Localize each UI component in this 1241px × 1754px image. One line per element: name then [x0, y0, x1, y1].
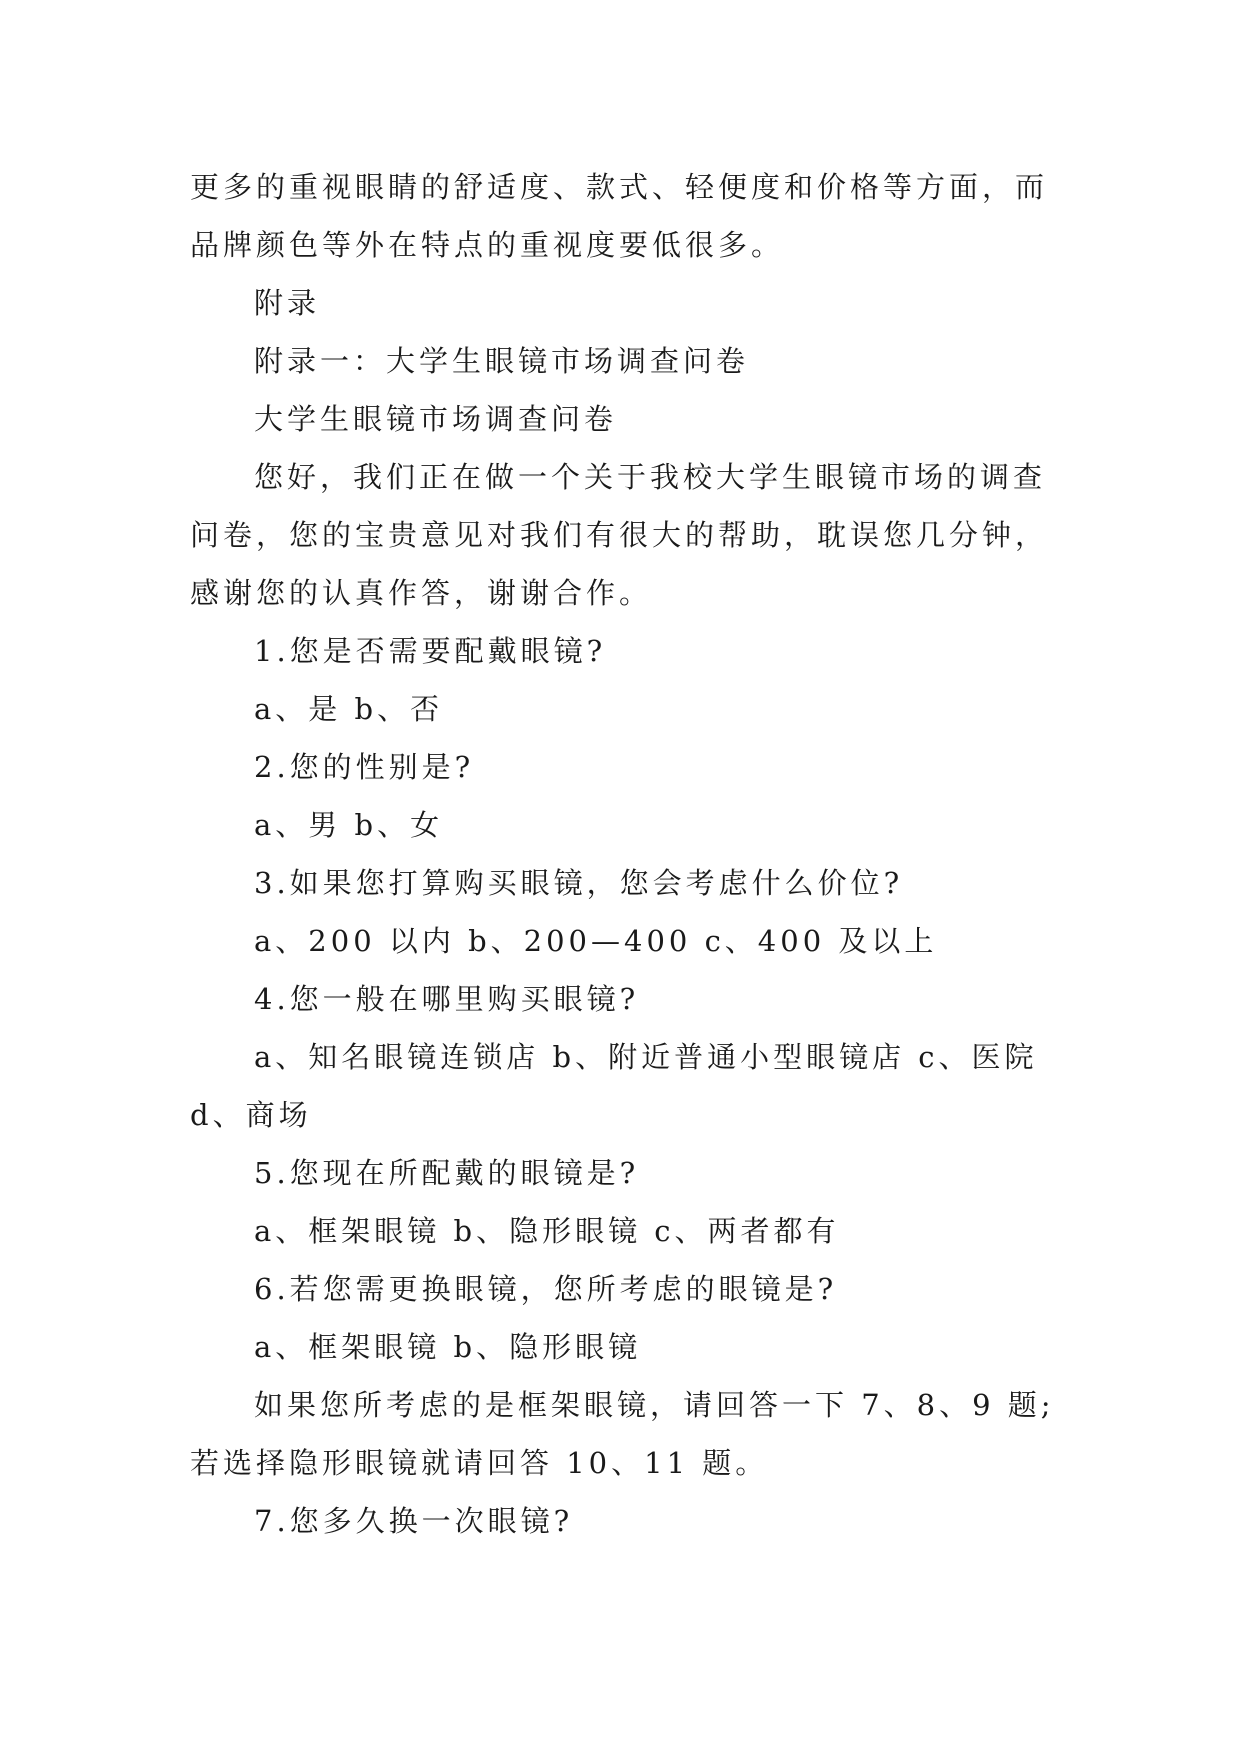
appendix-heading: 附录 — [254, 286, 321, 320]
question-2-options: a、男 b、女 — [254, 808, 444, 842]
question-6: 6.若您需更换眼镜，您所考虑的眼镜是? — [254, 1272, 838, 1306]
question-5: 5.您现在所配戴的眼镜是? — [254, 1156, 640, 1190]
question-5-options: a、框架眼镜 b、隐形眼镜 c、两者都有 — [254, 1214, 840, 1248]
intro-paragraph-line: 问卷，您的宝贵意见对我们有很大的帮助，耽误您几分钟， — [190, 518, 1049, 552]
text-line: 品牌颜色等外在特点的重视度要低很多。 — [190, 228, 785, 262]
instruction-line: 若选择隐形眼镜就请回答 10、11 题。 — [190, 1446, 769, 1480]
question-3: 3.如果您打算购买眼镜，您会考虑什么价位? — [254, 866, 904, 900]
intro-paragraph-line: 您好，我们正在做一个关于我校大学生眼镜市场的调查 — [254, 460, 1047, 494]
question-1-options: a、是 b、否 — [254, 692, 444, 726]
question-1: 1.您是否需要配戴眼镜? — [254, 634, 607, 668]
instruction-line: 如果您所考虑的是框架眼镜，请回答一下 7、8、9 题; — [254, 1388, 1055, 1422]
text-line: 更多的重视眼睛的舒适度、款式、轻便度和价格等方面，而 — [190, 170, 1049, 204]
question-4-options: a、知名眼镜连锁店 b、附近普通小型眼镜店 c、医院 — [254, 1040, 1038, 1074]
intro-paragraph-line: 感谢您的认真作答，谢谢合作。 — [190, 576, 653, 610]
question-7: 7.您多久换一次眼镜? — [254, 1504, 574, 1538]
questionnaire-title: 大学生眼镜市场调查问卷 — [254, 402, 618, 436]
question-4-options-cont: d、商场 — [190, 1098, 312, 1132]
question-3-options: a、200 以内 b、200—400 c、400 及以上 — [254, 924, 938, 958]
question-6-options: a、框架眼镜 b、隐形眼镜 — [254, 1330, 642, 1364]
document-body — [190, 158, 1060, 1550]
question-2: 2.您的性别是? — [254, 750, 475, 784]
question-4: 4.您一般在哪里购买眼镜? — [254, 982, 640, 1016]
appendix-subheading: 附录一：大学生眼镜市场调查问卷 — [254, 344, 750, 378]
